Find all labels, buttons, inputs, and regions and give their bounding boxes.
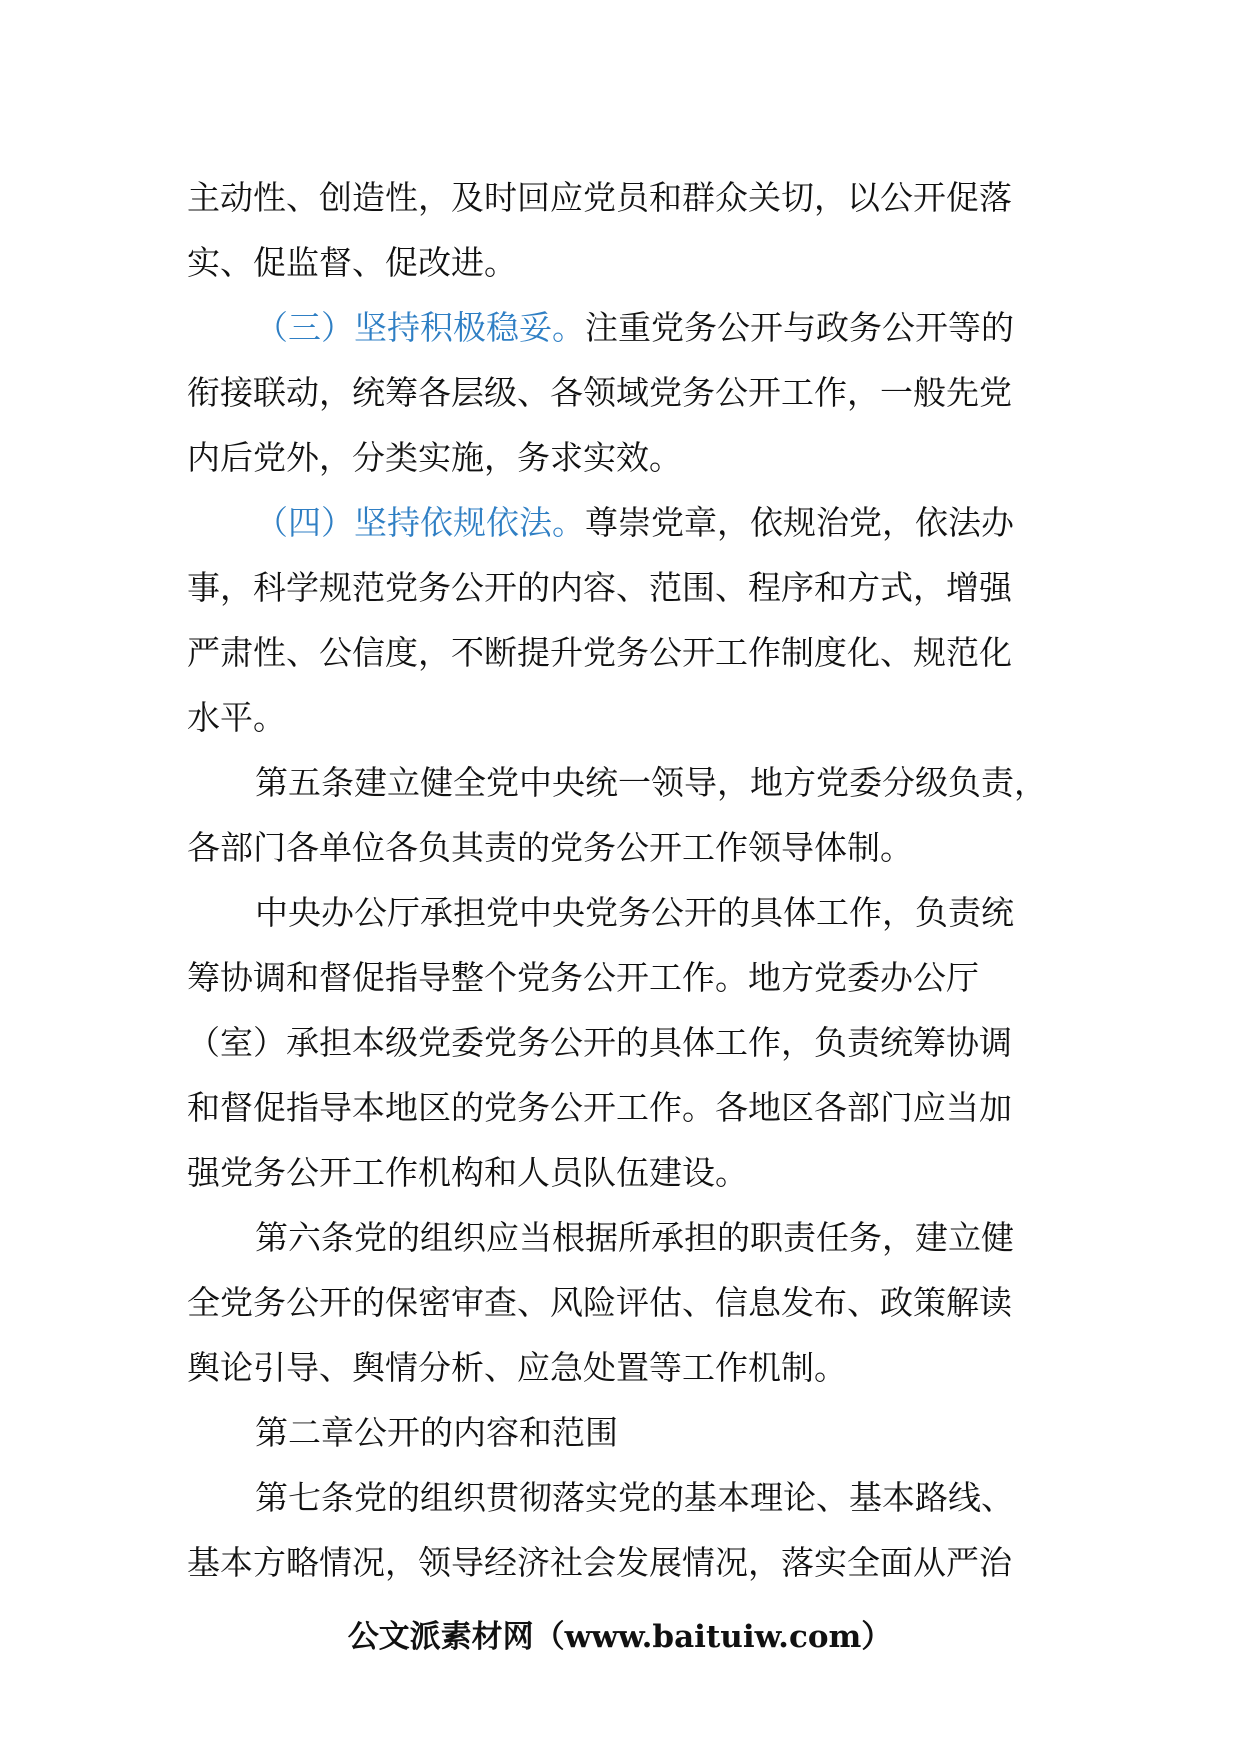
paragraph-2 bbox=[187, 295, 1057, 490]
text-line bbox=[187, 295, 1057, 360]
text-line: 严肃性、公信度，不断提升党务公开工作制度化、规范化 bbox=[187, 633, 1012, 672]
text-line: 第五条建立健全党中央统一领导，地方党委分级负责， bbox=[255, 763, 1047, 802]
section-heading-4: （四）坚持依规依法。 bbox=[255, 503, 585, 542]
paragraph-article-6 bbox=[187, 1205, 1057, 1400]
section-heading-3: （三）坚持积极稳妥。 bbox=[255, 308, 585, 347]
document-body bbox=[187, 165, 1057, 1595]
text-line: （室）承担本级党委党务公开的具体工作，负责统筹协调 bbox=[187, 1023, 1012, 1062]
paragraph-article-7 bbox=[187, 1465, 1057, 1595]
text-line: 舆论引导、舆情分析、应急处置等工作机制。 bbox=[187, 1348, 847, 1387]
text-line: 第七条党的组织贯彻落实党的基本理论、基本路线、 bbox=[255, 1478, 1014, 1517]
text-line: 水平。 bbox=[187, 698, 286, 737]
text-line: 基本方略情况，领导经济社会发展情况，落实全面从严治 bbox=[187, 1543, 1012, 1582]
paragraph-central-office bbox=[187, 880, 1057, 1205]
text-span: 尊崇党章，依规治党，依法办 bbox=[585, 503, 1014, 542]
text-line: 实、促监督、促改进。 bbox=[187, 243, 517, 282]
text-line: 和督促指导本地区的党务公开工作。各地区各部门应当加 bbox=[187, 1088, 1012, 1127]
text-line: 全党务公开的保密审查、风险评估、信息发布、政策解读 bbox=[187, 1283, 1012, 1322]
chapter-heading bbox=[187, 1400, 1057, 1465]
paragraph-1 bbox=[187, 165, 1057, 295]
text-line: 主动性、创造性，及时回应党员和群众关切，以公开促落 bbox=[187, 178, 1012, 217]
paragraph-article-5 bbox=[187, 750, 1057, 880]
text-line: 第二章公开的内容和范围 bbox=[255, 1413, 618, 1452]
text-line: 事，科学规范党务公开的内容、范围、程序和方式，增强 bbox=[187, 568, 1012, 607]
text-line: 强党务公开工作机构和人员队伍建设。 bbox=[187, 1153, 748, 1192]
text-line: 衔接联动，统筹各层级、各领域党务公开工作，一般先党 bbox=[187, 373, 1012, 412]
text-line: 第六条党的组织应当根据所承担的职责任务，建立健 bbox=[255, 1218, 1014, 1257]
text-span: 注重党务公开与政务公开等的 bbox=[585, 308, 1014, 347]
text-line: 中央办公厅承担党中央党务公开的具体工作，负责统 bbox=[255, 893, 1014, 932]
text-line: 各部门各单位各负其责的党务公开工作领导体制。 bbox=[187, 828, 913, 867]
paragraph-3 bbox=[187, 490, 1057, 750]
page-footer-watermark: 公文派素材网（www.baituiw.com） bbox=[347, 1619, 893, 1655]
text-line: 内后党外，分类实施，务求实效。 bbox=[187, 438, 682, 477]
text-line: 筹协调和督促指导整个党务公开工作。地方党委办公厅 bbox=[187, 958, 979, 997]
text-line bbox=[187, 490, 1057, 555]
